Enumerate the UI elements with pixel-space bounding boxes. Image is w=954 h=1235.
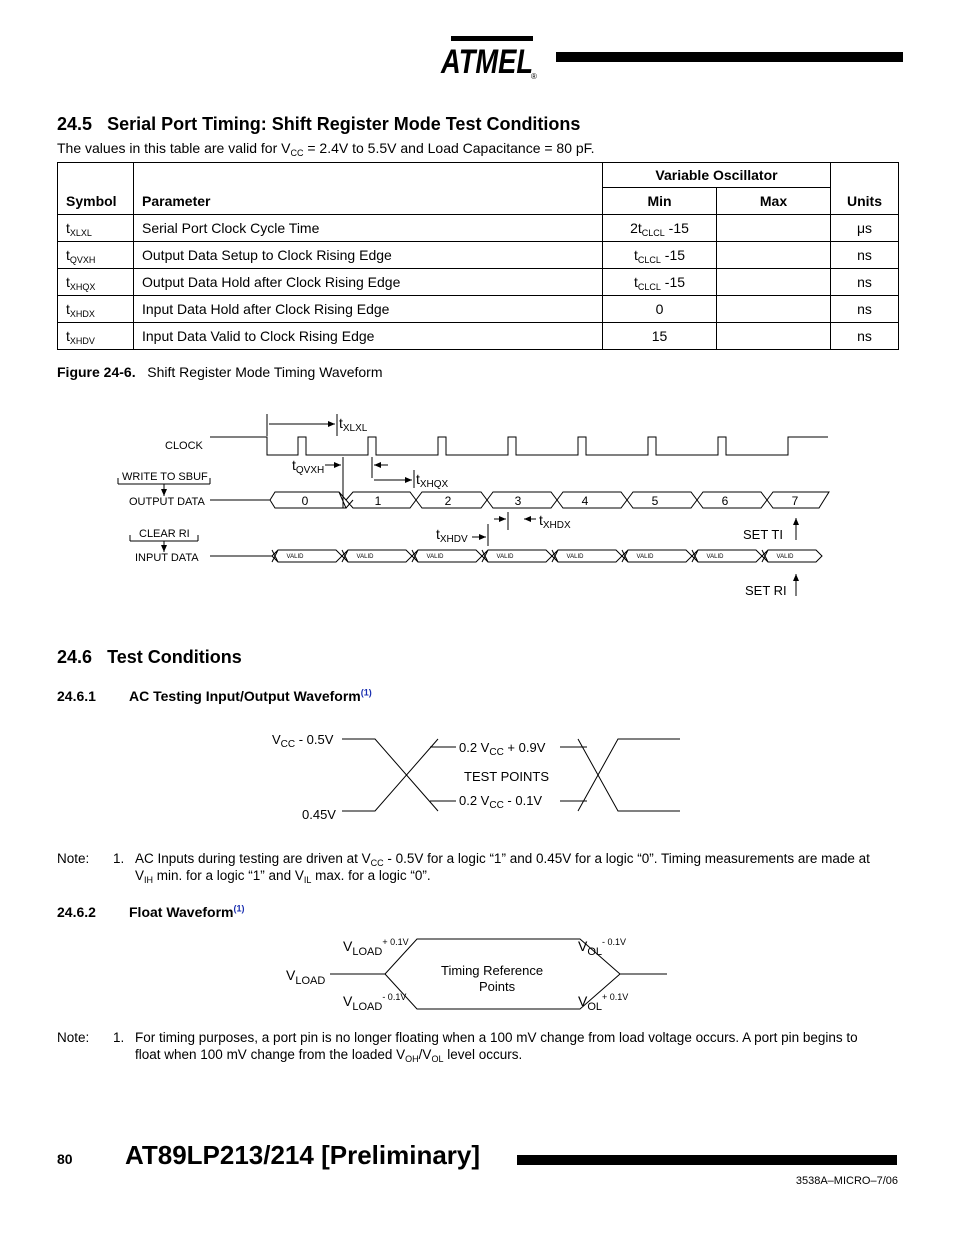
parameter-cell: Input Data Valid to Clock Rising Edge	[134, 323, 603, 350]
vload-minus-label: $V_{LOAD}^{- 0.1V}$	[343, 992, 407, 1013]
valid-label: VALID	[706, 554, 724, 560]
table-row	[58, 242, 899, 269]
units-cell: ns	[831, 323, 899, 350]
section-24-6-heading: 24.6 Test Conditions	[57, 647, 242, 667]
symbol-cell: $t_{XHDX}$	[58, 296, 134, 323]
bit-label: 7	[791, 494, 799, 508]
bit-label: 2	[444, 494, 452, 508]
bit-label: 3	[514, 494, 522, 508]
valid-label: VALID	[776, 554, 794, 560]
min-cell: 0	[603, 296, 717, 323]
units-cell: ns	[831, 242, 899, 269]
valid-label: VALID	[636, 554, 654, 560]
min-cell: 15	[603, 323, 717, 350]
table-row	[58, 323, 899, 350]
units-cell: ns	[831, 296, 899, 323]
timing-reference-label: Timing Reference	[441, 963, 544, 978]
lower-test-point-label: 0.2 $V_{CC} - 0.1V$	[459, 793, 543, 811]
header-min: Min	[603, 188, 717, 215]
parameter-cell: Output Data Hold after Clock Rising Edge	[134, 269, 603, 296]
table-row	[58, 215, 899, 242]
units-cell: μs	[831, 215, 899, 242]
low-level-label: 0.45V	[302, 807, 336, 822]
note-1: Note: 1. AC Inputs during testing are driven at $V_{CC} - 0.5V$ for a logic “1” and 0.45V for a logic “0”. Timing measurements are made at $V_{IH}$ min. for a logic “1” and $V_{IL}$ max. for a logic “0”.	[57, 851, 870, 885]
test-points-label: TEST POINTS	[464, 769, 549, 784]
table-row	[58, 296, 899, 323]
bit-label: 4	[581, 494, 589, 508]
footer-rule	[517, 1155, 897, 1165]
header-parameter: Parameter	[134, 163, 603, 215]
units-cell: ns	[831, 269, 899, 296]
figure-24-6-caption: Figure 24-6. Shift Register Mode Timing Waveform	[57, 364, 383, 380]
section-24-5-heading	[57, 114, 580, 135]
document-title: AT89LP213/214 [Preliminary]	[125, 1140, 481, 1170]
shift-register-timing-diagram	[0, 400, 954, 610]
parameter-cell: Output Data Setup to Clock Rising Edge	[134, 242, 603, 269]
section-title: Serial Port Timing: Shift Register Mode Test Conditions	[107, 114, 581, 134]
parameter-cell: Input Data Hold after Clock Rising Edge	[134, 296, 603, 323]
input-data-label: INPUT DATA	[135, 552, 199, 564]
max-cell	[717, 323, 831, 350]
clear-ri-label: CLEAR RI	[139, 528, 190, 540]
note-2: Note: 1. For timing purposes, a port pin is no longer floating when a 100 mV change from load voltage occurs. A port pin begins to float when 100 mV change from the loaded $V_{OH}/V_{OL}$ level occurs.	[57, 1030, 858, 1064]
valid-label: VALID	[426, 554, 444, 560]
valid-label: VALID	[356, 554, 374, 560]
table-row	[58, 269, 899, 296]
max-cell	[717, 269, 831, 296]
symbol-cell: $t_{XHDV}$	[58, 323, 134, 350]
vol-plus-label: $V_{OL}^{+ 0.1V}$	[578, 992, 629, 1013]
footnote-ref-link[interactable]: (1)	[360, 687, 372, 698]
bit-label: 1	[374, 494, 382, 508]
min-cell: $t_{CLCL}$ -15	[603, 242, 717, 269]
section-24-6-2-title: Float Waveform$^{(1)}$	[129, 903, 245, 920]
atmel-logo	[437, 30, 539, 80]
symbol-cell: $t_{XHQX}$	[58, 269, 134, 296]
valid-label: VALID	[496, 554, 514, 560]
points-label: Points	[479, 979, 516, 994]
bit-label: 5	[651, 494, 659, 508]
max-cell	[717, 215, 831, 242]
t-qvxh-label: $t_{QVXH}$	[292, 457, 325, 476]
timing-table	[57, 162, 899, 350]
symbol-cell: $t_{QVXH}$	[58, 242, 134, 269]
section-24-6-1-heading: 24.6.1	[57, 688, 96, 704]
header-max: Max	[717, 188, 831, 215]
valid-label: VALID	[286, 554, 304, 560]
min-cell: $t_{CLCL}$ -15	[603, 269, 717, 296]
float-waveform	[0, 930, 954, 1025]
section-24-5-intro: The values in this table are valid for $V_{CC} = 2.4V$ to 5.5V and Load Capacitance = 80 pF.	[57, 140, 595, 158]
section-24-6-2-heading: 24.6.2	[57, 904, 96, 920]
upper-test-point-label: 0.2 $V_{CC} + 0.9V$	[459, 740, 546, 758]
footnote-ref-link[interactable]: (1)	[233, 903, 245, 914]
max-cell	[717, 296, 831, 323]
t-xhdx-label: $t_{XHDX}$	[539, 512, 571, 531]
vol-minus-label: $V_{OL}^{- 0.1V}$	[578, 937, 627, 958]
header-rule	[556, 52, 903, 62]
min-cell: $2t_{CLCL}$ -15	[603, 215, 717, 242]
parameter-cell: Serial Port Clock Cycle Time	[134, 215, 603, 242]
doc-id: 3538A–MICRO–7/06	[795, 1175, 898, 1187]
t-xhqx-label: $t_{XHQX}$	[416, 471, 449, 490]
output-data-label: OUTPUT DATA	[129, 496, 205, 508]
vcc-minus-label: $V_{CC} - 0.5V$	[272, 732, 334, 750]
symbol-cell: $t_{XLXL}$	[58, 215, 134, 242]
page-number: 80	[57, 1151, 73, 1167]
clock-waveform	[210, 437, 828, 455]
section-number: 24.5	[57, 114, 93, 134]
write-sbuf-label: WRITE TO SBUF	[122, 471, 208, 483]
bit-label: 6	[721, 494, 729, 508]
vload-label: $V_{LOAD}$	[286, 967, 326, 987]
header-symbol: Symbol	[58, 163, 134, 215]
section-24-6-1-title: AC Testing Input/Output Waveform$^{(1)}$	[129, 687, 372, 704]
logo-registered-mark: ®	[531, 72, 537, 80]
t-xhdv-label: $t_{XHDV}$	[436, 526, 468, 545]
bit-label: 0	[301, 494, 309, 508]
set-ti-label: SET TI	[743, 527, 783, 542]
set-ri-label: SET RI	[745, 583, 787, 598]
header-units: Units	[831, 163, 899, 215]
vload-plus-label: $V_{LOAD}^{+ 0.1V}$	[343, 937, 409, 958]
logo-text: ATMEL	[440, 43, 533, 80]
header-variable-oscillator: Variable Oscillator	[603, 163, 831, 188]
max-cell	[717, 242, 831, 269]
valid-label: VALID	[566, 554, 584, 560]
ac-testing-waveform	[0, 720, 954, 830]
t-xlxl-label: $t_{XLXL}$	[339, 415, 368, 434]
clock-label: CLOCK	[165, 440, 203, 452]
